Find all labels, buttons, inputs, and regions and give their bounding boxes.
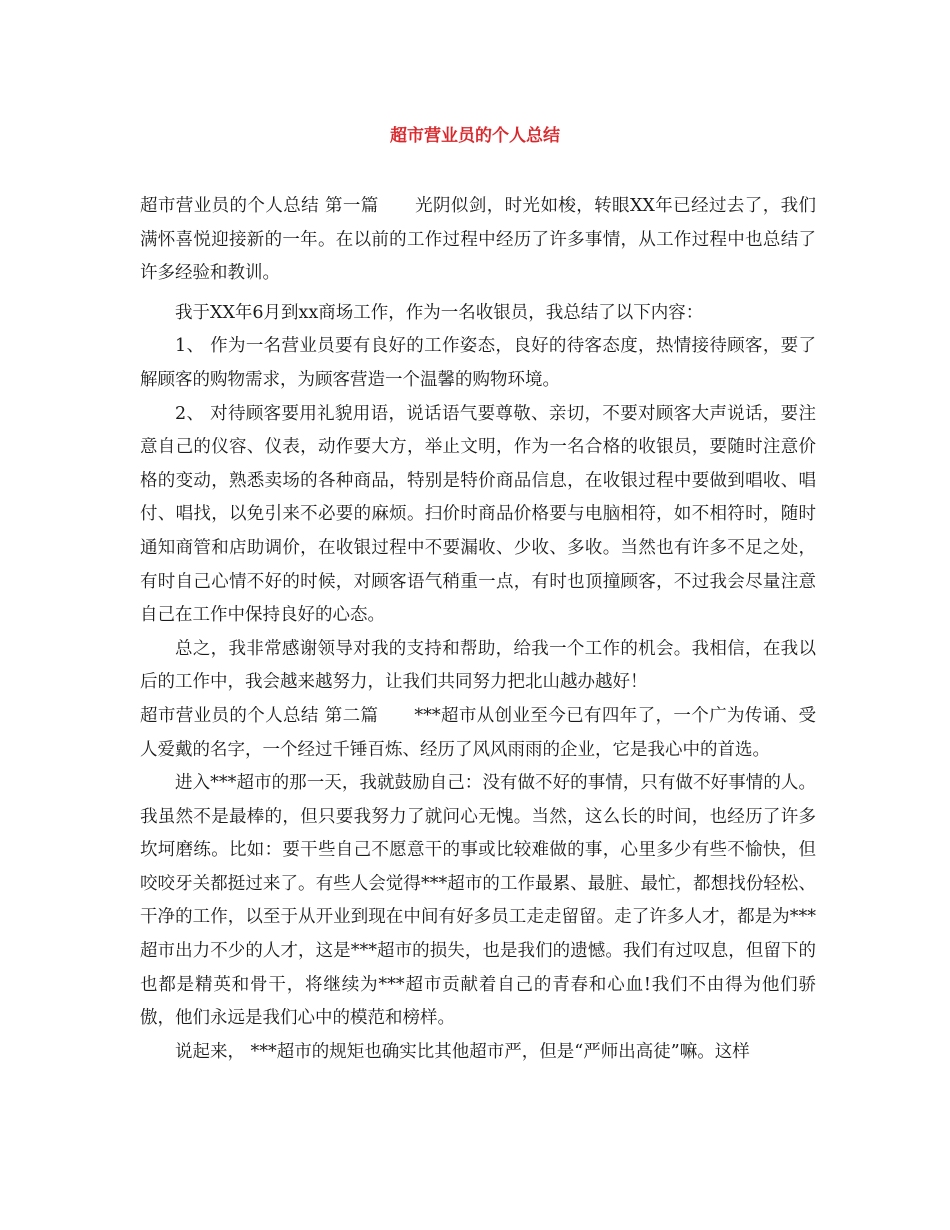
document-body (140, 190, 816, 1069)
paragraph-3: 1、 作为一名营业员要有良好的工作姿态，良好的待客态度，热情接待顾客，要了解顾客的购物需求，为顾客营造一个温馨的购物环境。 (140, 336, 816, 390)
paragraph-6 (140, 700, 816, 767)
paragraph-7: 进入***超市的那一天，我就鼓励自己：没有做不好的事情，只有做不好事情的人。我虽然不是最棒的，但只要我努力了就问心无愧。当然，这么长的时间，也经历了许多坎坷磨练。比如：要干些自己不愿意干的事或比较难做的事，心里多少有些不愉快，但咬咬牙关都挺过来了。有些人会觉得***超市的工作最累、最脏、最忙，都想找份轻松、干净的工作，以至于从开业到现在中间有好多员工走走留留。走了许多人才，都是为***超市出力不少的人才，这是***超市的损失，也是我们的遗憾。我们有过叹息，但留下的也都是精英和骨干，将继续为***超市贡献着自己的青春和心血!我们不由得为他们骄傲，他们永远是我们心中的模范和榜样。 (140, 773, 816, 1029)
section-heading-2: 超市营业员的个人总结 第二篇 (140, 705, 379, 726)
paragraph-8: 说起来， ***超市的规矩也确实比其他超市严，但是“严师出高徒”嘛。这样 (175, 1041, 750, 1062)
paragraph-1 (140, 190, 816, 291)
paragraph-2: 我于XX年6月到xx商场工作，作为一名收银员，我总结了以下内容： (175, 302, 704, 323)
paragraph-4: 2、 对待顾客要用礼貌用语，说话语气要尊敬、亲切，不要对顾客大声说话，要注意自己的仪容、仪表，动作要大方，举止文明，作为一名合格的收银员，要随时注意价格的变动，熟悉卖场的各种商品，特别是特价商品信息，在收银过程中要做到唱收、唱付、唱找，以免引来不必要的麻烦。扫价时商品价格要与电脑相符，如不相符时，随时通知商管和店助调价，在收银过程中不要漏收、少收、多收。当然也有许多不足之处，有时自己心情不好的时候，对顾客语气稍重一点，有时也顶撞顾客，不过我会尽量注意自己在工作中保持良好的心态。 (140, 403, 816, 626)
document-title: 超市营业员的个人总结 (390, 126, 560, 146)
paragraph-6-text: ***超市从创业至今已有四年了，一个广为传诵、受人爱戴的名字，一个经过千锤百炼、经历了风风雨雨的企业，它是我心中的首选。 (140, 705, 817, 760)
section-heading-1: 超市营业员的个人总结 第一篇 (140, 196, 379, 216)
paragraph-1-text: 光阴似剑，时光如梭，转眼XX年已经过去了，我们满怀喜悦迎接新的一年。在以前的工作过程中经历了许多事情，从工作过程中也总结了许多经验和教训。 (140, 196, 817, 284)
paragraph-5: 总之，我非常感谢领导对我的支持和帮助，给我一个工作的机会。我相信，在我以后的工作中，我会越来越努力，让我们共同努力把北山越办越好！ (140, 638, 816, 693)
